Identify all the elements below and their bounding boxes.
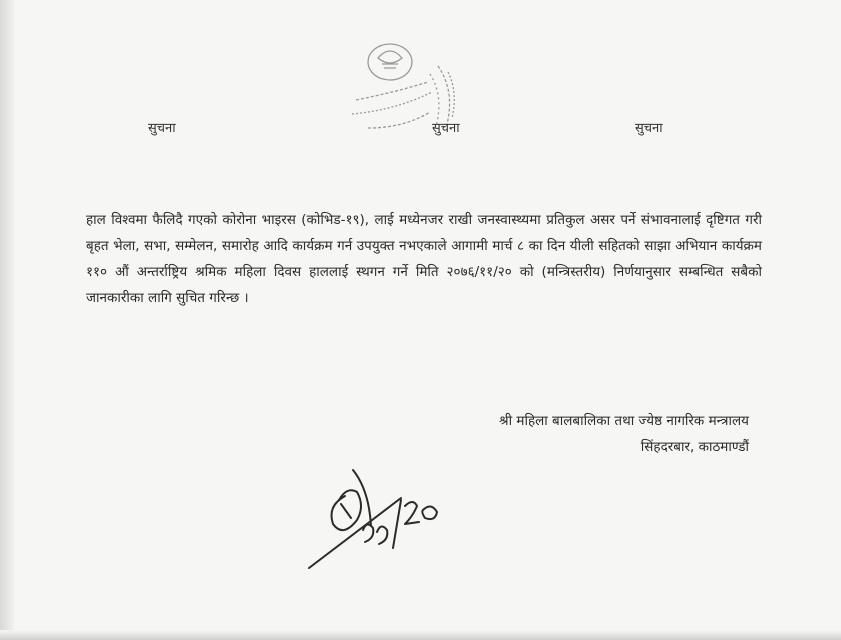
notice-heading-left: सुचना	[148, 121, 176, 136]
paper-binding-edge	[0, 0, 14, 640]
notice-heading-center: सुचना	[432, 121, 460, 136]
handwritten-signature-icon	[305, 460, 445, 575]
notice-body: हाल विश्वमा फैलिदै गएको कोरोना भाइरस (कोभिड-१९), लाई मध्येनजर राखी जनस्वास्थ्यमा प्रतिकुल असर पर्ने संभावनालाई दृष्टिगत गरी बृहत भेला, सभा, सम्मेलन, समारोह आदि कार्यक्रम गर्न उपयुक्त नभएकाले आगामी मार्च ८ का दिन यीली सहितको साझा अभियान कार्यक्रम ११० औं अन्तर्राष्ट्रिय श्रमिक महिला दिवस हाललाई स्थगन गर्ने मिति २०७६/११/२० को (मन्त्रिस्तरीय) निर्णयानुसार सम्बन्धित सबैको जानकारीका लागि सुचित गरिन्छ ।	[86, 212, 762, 306]
issuer-name: श्री महिला बालबालिका तथा ज्येष्ठ नागरिक मन्त्रालय	[499, 413, 749, 429]
paper-bottom-edge	[0, 630, 841, 640]
issuer-address: सिंहदरबार, काठमाण्डौं	[640, 439, 749, 455]
issuer-block	[499, 408, 749, 460]
notice-heading-right: सुचना	[635, 121, 663, 136]
